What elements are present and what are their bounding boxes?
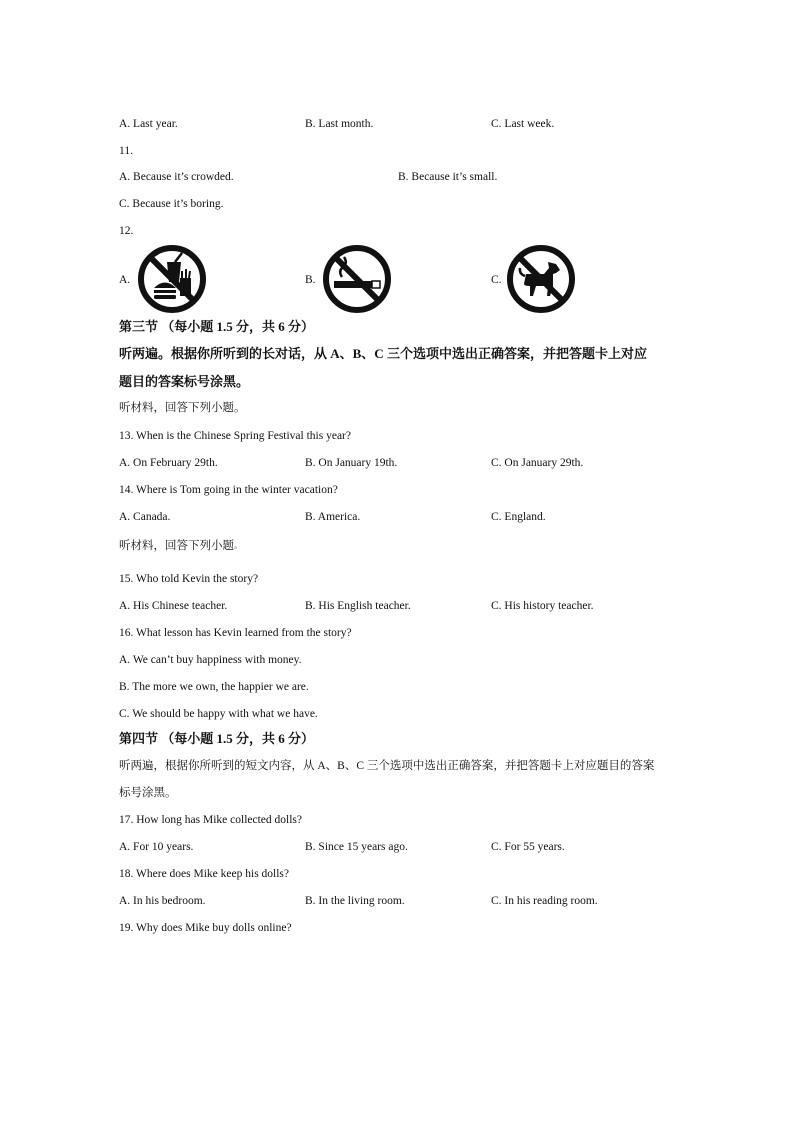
q16-option-a: A. We can’t buy happiness with money.: [119, 654, 302, 666]
section3-material-2: [119, 539, 242, 553]
q17-option-a: A. For 10 years.: [119, 841, 194, 853]
q15-question: 15. Who told Kevin the story?: [119, 573, 259, 585]
q10-option-b: B. Last month.: [305, 118, 374, 130]
q18-option-a: A. In his bedroom.: [119, 895, 206, 907]
q14-option-a: A. Canada.: [119, 511, 171, 523]
q15-option-a: A. His Chinese teacher.: [119, 600, 228, 612]
q10-option-a: A. Last year.: [119, 118, 178, 130]
section4-instruction-line1: 听两遍，根据你所听到的短文内容，从 A、B、C 三个选项中选出正确答案，并把答题卡上对应题目的答案: [119, 760, 655, 772]
q13-question: 13. When is the Chinese Spring Festival this year?: [119, 430, 351, 442]
q13-option-a: A. On February 29th.: [119, 457, 218, 469]
q10-option-c: C. Last week.: [491, 118, 555, 130]
q18-question: 18. Where does Mike keep his dolls?: [119, 868, 290, 880]
section3-instruction-line2: 题目的答案标号涂黑。: [119, 374, 250, 389]
q16-question: 16. What lesson has Kevin learned from the story?: [119, 627, 352, 639]
q15-option-c: C. His history teacher.: [491, 600, 594, 612]
q13-option-b: B. On January 19th.: [305, 457, 398, 469]
section4-instruction-line2: 标号涂黑。: [119, 787, 177, 799]
q12-option-b: B.: [305, 274, 316, 286]
section3-material-2-text: 听材料，回答下列小题: [119, 540, 234, 552]
q12-number: 12.: [119, 225, 134, 237]
section3-material-1: 听材料，回答下列小题。: [119, 402, 246, 414]
q16-option-c: C. We should be happy with what we have.: [119, 708, 318, 720]
q14-option-c: C. England.: [491, 511, 546, 523]
q12-option-a: A.: [119, 274, 131, 286]
no-food-drink-icon: [137, 244, 207, 314]
q17-question: 17. How long has Mike collected dolls?: [119, 814, 303, 826]
q11-option-c: C. Because it’s boring.: [119, 198, 224, 210]
q18-option-b: B. In the living room.: [305, 895, 405, 907]
section3-instruction-line1: 听两遍。根据你所听到的长对话，从 A、B、C 三个选项中选出正确答案，并把答题卡上对应: [119, 346, 647, 361]
q18-option-c: C. In his reading room.: [491, 895, 598, 907]
q12-option-c: C.: [491, 274, 502, 286]
q19-question: 19. Why does Mike buy dolls online?: [119, 922, 292, 934]
no-dogs-icon: [506, 244, 576, 314]
q16-option-b: B. The more we own, the happier we are.: [119, 681, 309, 693]
q11-option-b: B. Because it’s small.: [398, 171, 498, 183]
section3-title: 第三节 （每小题 1.5 分，共 6 分）: [119, 319, 315, 334]
q11-option-a: A. Because it’s crowded.: [119, 171, 234, 183]
section3-material-2-period: 。: [234, 541, 242, 550]
q17-option-c: C. For 55 years.: [491, 841, 565, 853]
q17-option-b: B. Since 15 years ago.: [305, 841, 408, 853]
no-smoking-icon: [322, 244, 392, 314]
section4-title: 第四节 （每小题 1.5 分，共 6 分）: [119, 731, 315, 746]
q14-option-b: B. America.: [305, 511, 361, 523]
q15-option-b: B. His English teacher.: [305, 600, 411, 612]
q11-number: 11.: [119, 145, 133, 157]
q14-question: 14. Where is Tom going in the winter vacation?: [119, 484, 338, 496]
q13-option-c: C. On January 29th.: [491, 457, 584, 469]
